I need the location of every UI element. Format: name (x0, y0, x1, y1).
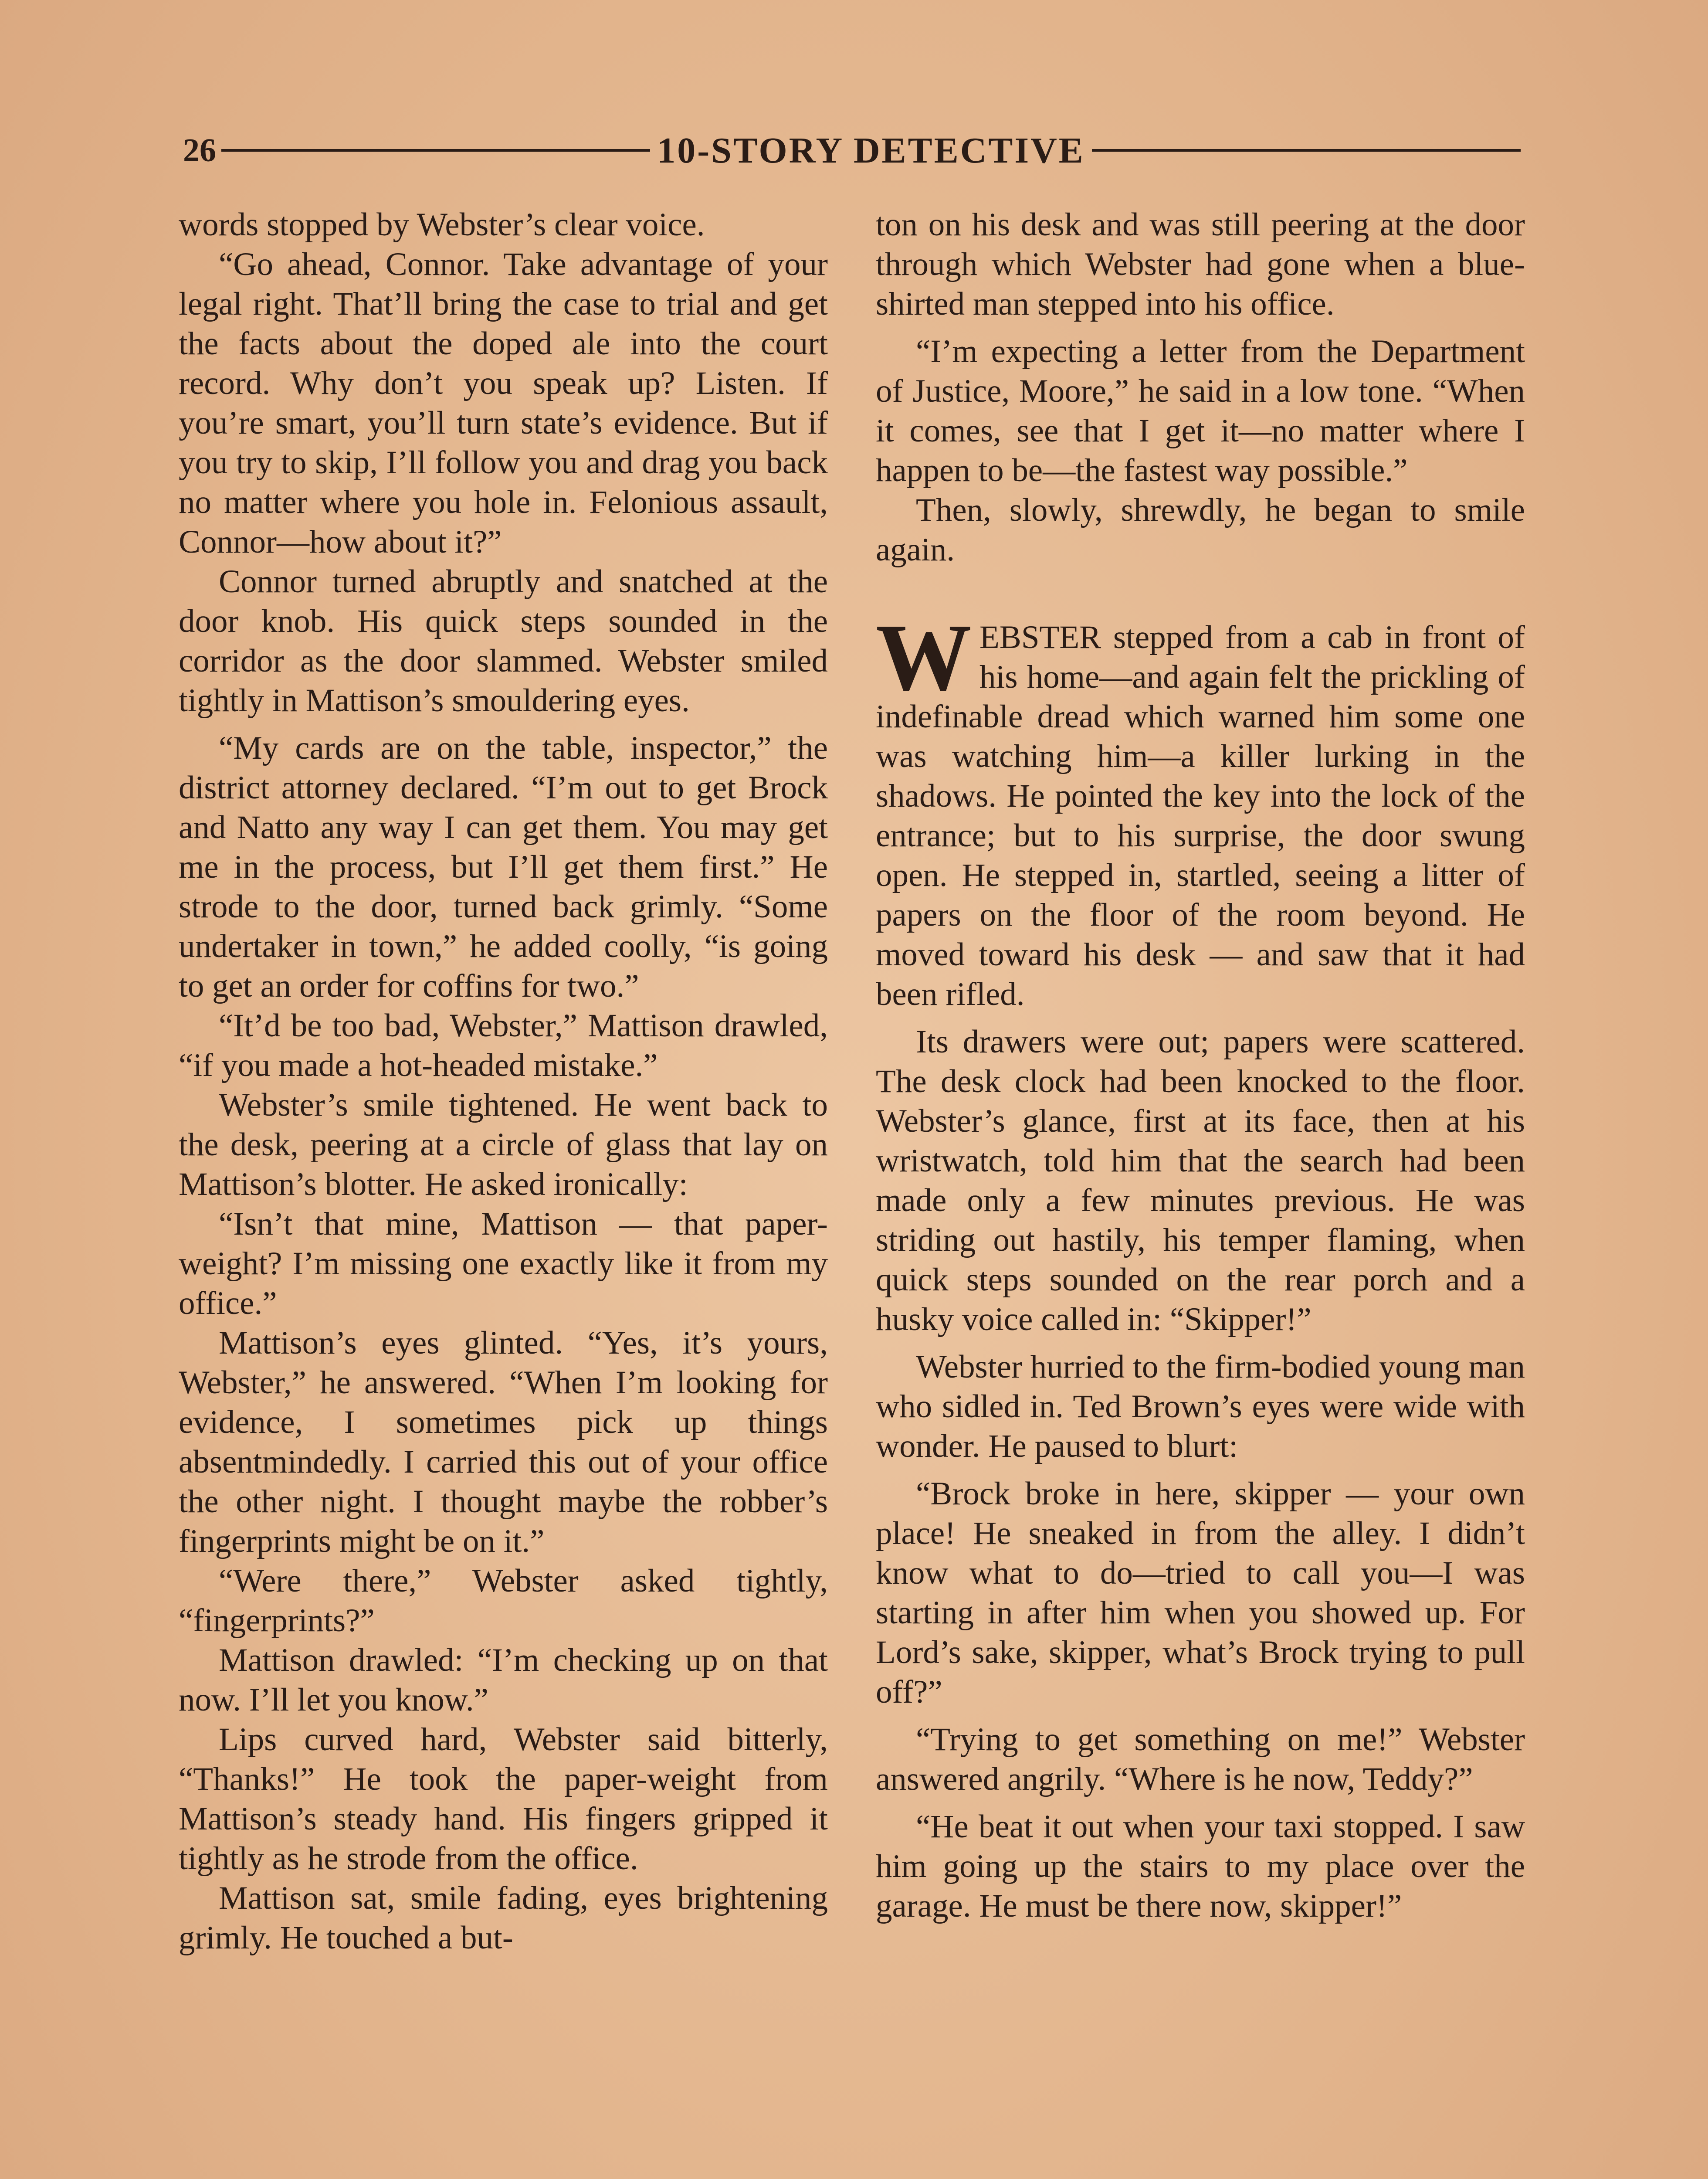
right-column (876, 205, 1525, 1926)
paragraph: Mattison sat, smile fading, eyes brightening grimly. He touched a but- (179, 1880, 828, 1956)
header-rule-right (1092, 149, 1521, 152)
paragraph: “Go ahead, Connor. Take advantage of your legal right. That’ll bring the case to trial and get the facts about the doped ale into the court record. Why don’t you speak up? Listen. If you’re smart, you’ll turn state’s evidence. But if you try to skip, I’ll follow you and drag you back no matter where you hole in. Felonious assault, Connor—how about it?” (179, 246, 828, 560)
paragraph: Webster’s smile tightened. He went back to the desk, peering at a circle of glass that lay on Mattison’s blotter. He asked ironically: (179, 1087, 828, 1202)
paragraph: ton on his desk and was still peering at the door through which Webster had gone when a blue-shirted man stepped into his office. (876, 207, 1525, 322)
section-opening-paragraph (876, 604, 1525, 1014)
paragraph: “I’m expecting a letter from the Department of Justice, Moore,” he said in a low tone. “When it comes, see that I get it—no matter where I happen to be—the fastest way possible.” (876, 333, 1525, 489)
paragraph: words stopped by Webster’s clear voice. (179, 207, 705, 243)
paragraph: Connor turned abruptly and snatched at the door knob. His quick steps sounded in the corridor as the door slammed. Webster smiled tightly in Mattison’s smouldering eyes. (179, 563, 828, 719)
paragraph: “Were there,” Webster asked tightly, “fingerprints?” (179, 1563, 828, 1639)
paragraph: “Isn’t that mine, Mattison — that paper-weight? I’m missing one exactly like it from my office.” (179, 1206, 828, 1321)
paragraph: Then, slowly, shrewdly, he began to smile again. (876, 492, 1525, 568)
paragraph: “Trying to get something on me!” Webster answered angrily. “Where is he now, Teddy?” (876, 1721, 1525, 1797)
paragraph: “He beat it out when your taxi stopped. I saw him going up the stairs to my place over the garage. He must be there now, skipper!” (876, 1809, 1525, 1924)
paragraph: Its drawers were out; papers were scattered. The desk clock had been knocked to the floor. Webster’s glance, first at its face, then at his wristwatch, told him that the search had been made only a few minutes previous. He was striding out hastily, his temper flaming, when quick steps sounded on the rear porch and a husky voice called in: “Skipper!” (876, 1024, 1525, 1337)
header-rule-left (221, 149, 650, 152)
paragraph: Lips curved hard, Webster said bitterly, “Thanks!” He took the paper-weight from Mattison’s steady hand. His fingers gripped it tightly as he strode from the office. (179, 1721, 828, 1877)
paragraph: Mattison drawled: “I’m checking up on that now. I’ll let you know.” (179, 1642, 828, 1718)
running-title: 10-STORY DETECTIVE (657, 130, 1085, 171)
left-column (179, 205, 828, 1958)
page-header (183, 124, 1521, 176)
drop-cap: W (876, 604, 972, 710)
dropcap-paragraph-text: EBSTER stepped from a cab in front of his home—and again felt the prickling of indefinable dread which warned him some one was watching him—a killer lurking in the shadows. He pointed the key into the lock of the entrance; but to his surprise, the door swung open. He stepped in, startled, seeing a litter of papers on the floor of the room beyond. He moved toward his desk — and saw that it had been rifled. (876, 619, 1525, 1012)
paragraph: “My cards are on the table, inspector,” the district attorney declared. “I’m out to get Brock and Natto any way I can get them. You may get me in the process, but I’ll get them first.” He strode to the door, turned back grimly. “Some undertaker in town,” he added coolly, “is going to get an order for coffins for two.” (179, 730, 828, 1004)
paragraph: Mattison’s eyes glinted. “Yes, it’s yours, Webster,” he answered. “When I’m looking for evidence, I sometimes pick up things absentmindedly. I carried this out of your office the other night. I thought maybe the robber’s fingerprints might be on it.” (179, 1325, 828, 1559)
paragraph: “Brock broke in here, skipper — your own place! He sneaked in from the alley. I didn’t know what to do—tried to call you—I was starting in after him when you showed up. For Lord’s sake, skipper, what’s Brock trying to pull off?” (876, 1476, 1525, 1710)
paragraph: “It’d be too bad, Webster,” Mattison drawled, “if you made a hot-headed mistake.” (179, 1008, 828, 1083)
paragraph: Webster hurried to the firm-bodied young man who sidled in. Ted Brown’s eyes were wide with wonder. He paused to blurt: (876, 1349, 1525, 1464)
page-number: 26 (183, 132, 216, 169)
